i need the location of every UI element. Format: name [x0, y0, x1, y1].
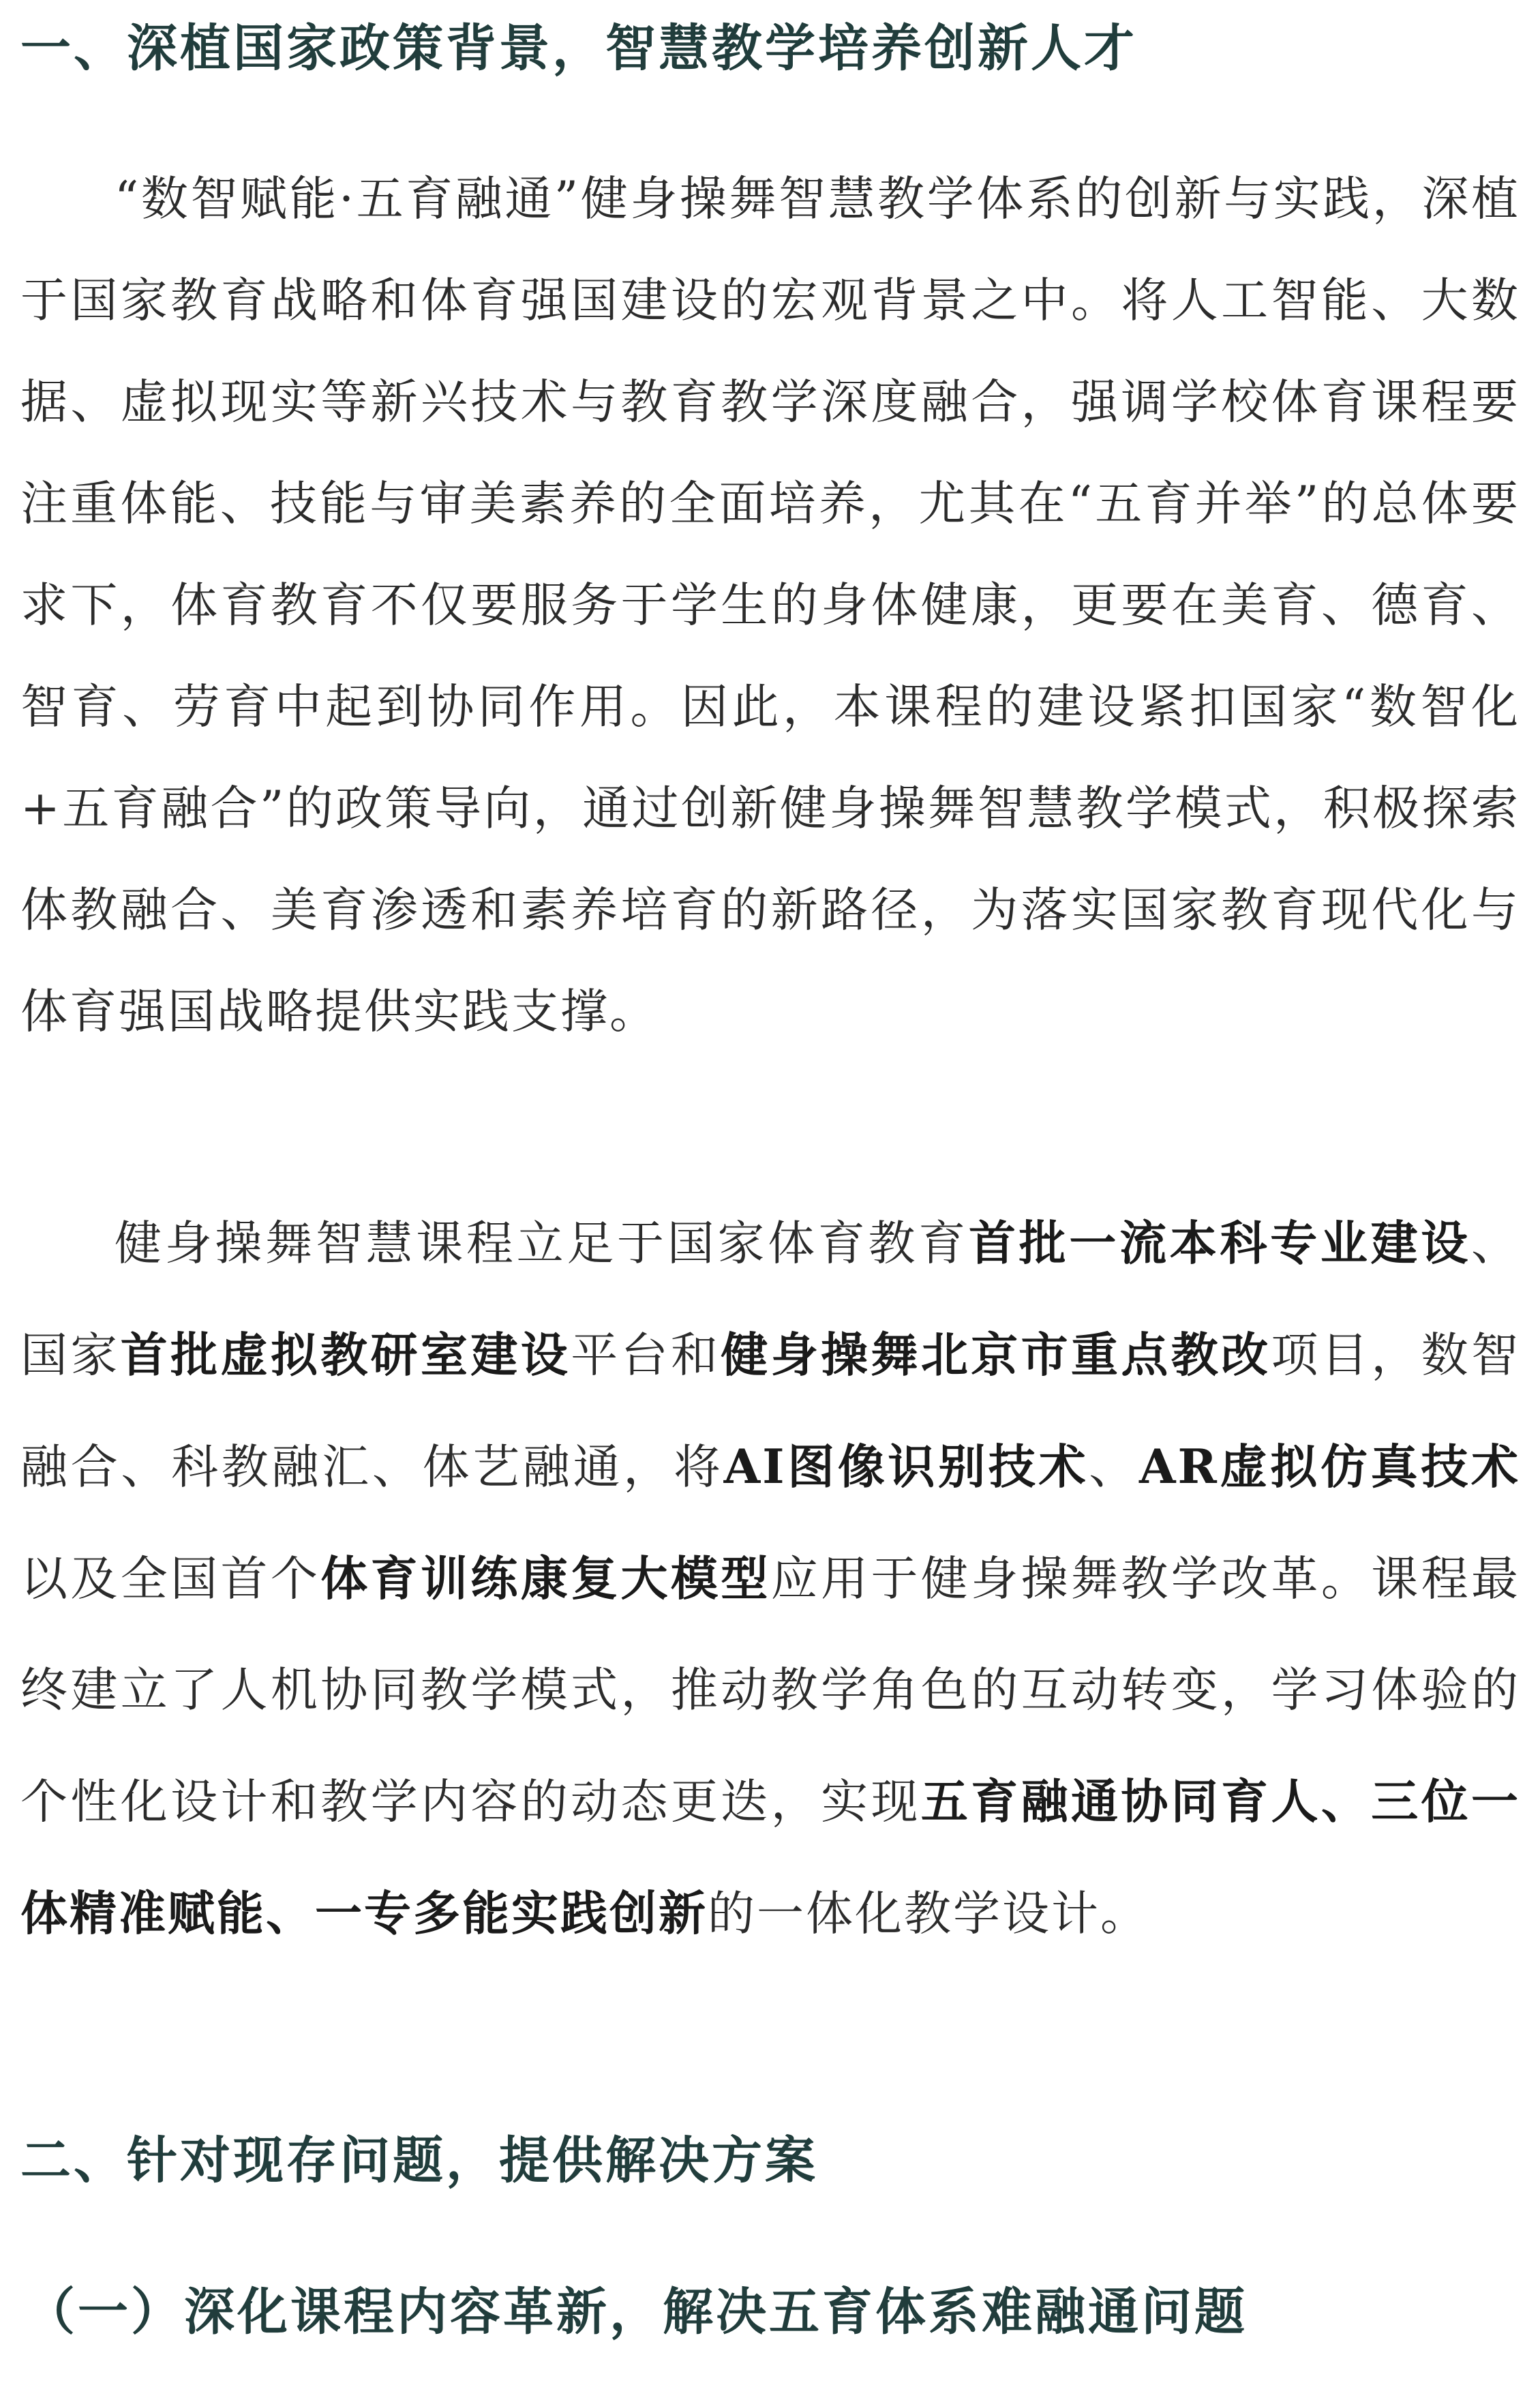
section-1-paragraph-1: “数智赋能·五育融通”健身操舞智慧教学体系的创新与实践，深植于国家教育战略和体育强国建设的宏观背景之中。将人工智能、大数据、虚拟现实等新兴技术与教育教学深度融合，强调学校体育课程要注重体能、技能与审美素养的全面培养，尤其在“五育并举”的总体要求下，体育教育不仅要服务于学生的身体健康，更要在美育、德育、智育、劳育中起到协同作用。因此，本课程的建设紧扣国家“数智化+五育融合”的政策导向，通过创新健身操舞智慧教学模式，积极探索体教融合、美育渗透和素养培育的新路径，为落实国家教育现代化与体育强国战略提供实践支撑。 [20, 172, 1520, 1039]
bold-phrase-rehab-model: 体育训练康复大模型 [320, 1551, 771, 1606]
paragraph-text: 的一体化教学设计。 [708, 1887, 1149, 1941]
bold-phrase-ar-simulation: AR虚拟仿真技术 [1139, 1439, 1521, 1495]
paragraph-text: 平台和 [571, 1328, 721, 1383]
paragraph-text: 项目，数智融合、科教融汇、体艺融通，将 [20, 1328, 1521, 1495]
bold-phrase-virtual-teaching-office: 首批虚拟教研室建设 [120, 1328, 571, 1383]
bold-phrase-beijing-reform: 健身操舞北京市重点教改 [721, 1328, 1271, 1383]
paragraph-text: 、 [1089, 1440, 1139, 1495]
paragraph-text: 以及全国首个 [20, 1552, 321, 1606]
bold-phrase-first-class-major: 首批一流本科专业建设 [968, 1216, 1472, 1271]
section-2-heading: 二、针对现存问题，提供解决方案 [20, 2131, 818, 2190]
section-1-heading: 一、深植国家政策背景，智慧教学培养创新人才 [20, 19, 1137, 78]
bold-phrase-integrated-design: 五育融通协同育人、三位一体精准赋能、一专多能实践创新 [20, 1774, 1521, 1941]
section-1-paragraph-2 [20, 1188, 1520, 1970]
bold-phrase-ai-recognition: AI图像识别技术 [723, 1439, 1089, 1495]
paragraph-text: 、国家 [20, 1216, 1521, 1383]
paragraph-text: 健身操舞智慧课程立足于国家体育教育 [115, 1216, 969, 1271]
section-2-subheading-1: （一）深化课程内容革新，解决五育体系难融通问题 [25, 2283, 1248, 2341]
paragraph-text: 应用于健身操舞教学改革。课程最终建立了人机协同教学模式，推动教学角色的互动转变，学习体验的个性化设计和教学内容的动态更迭，实现 [20, 1552, 1521, 1829]
